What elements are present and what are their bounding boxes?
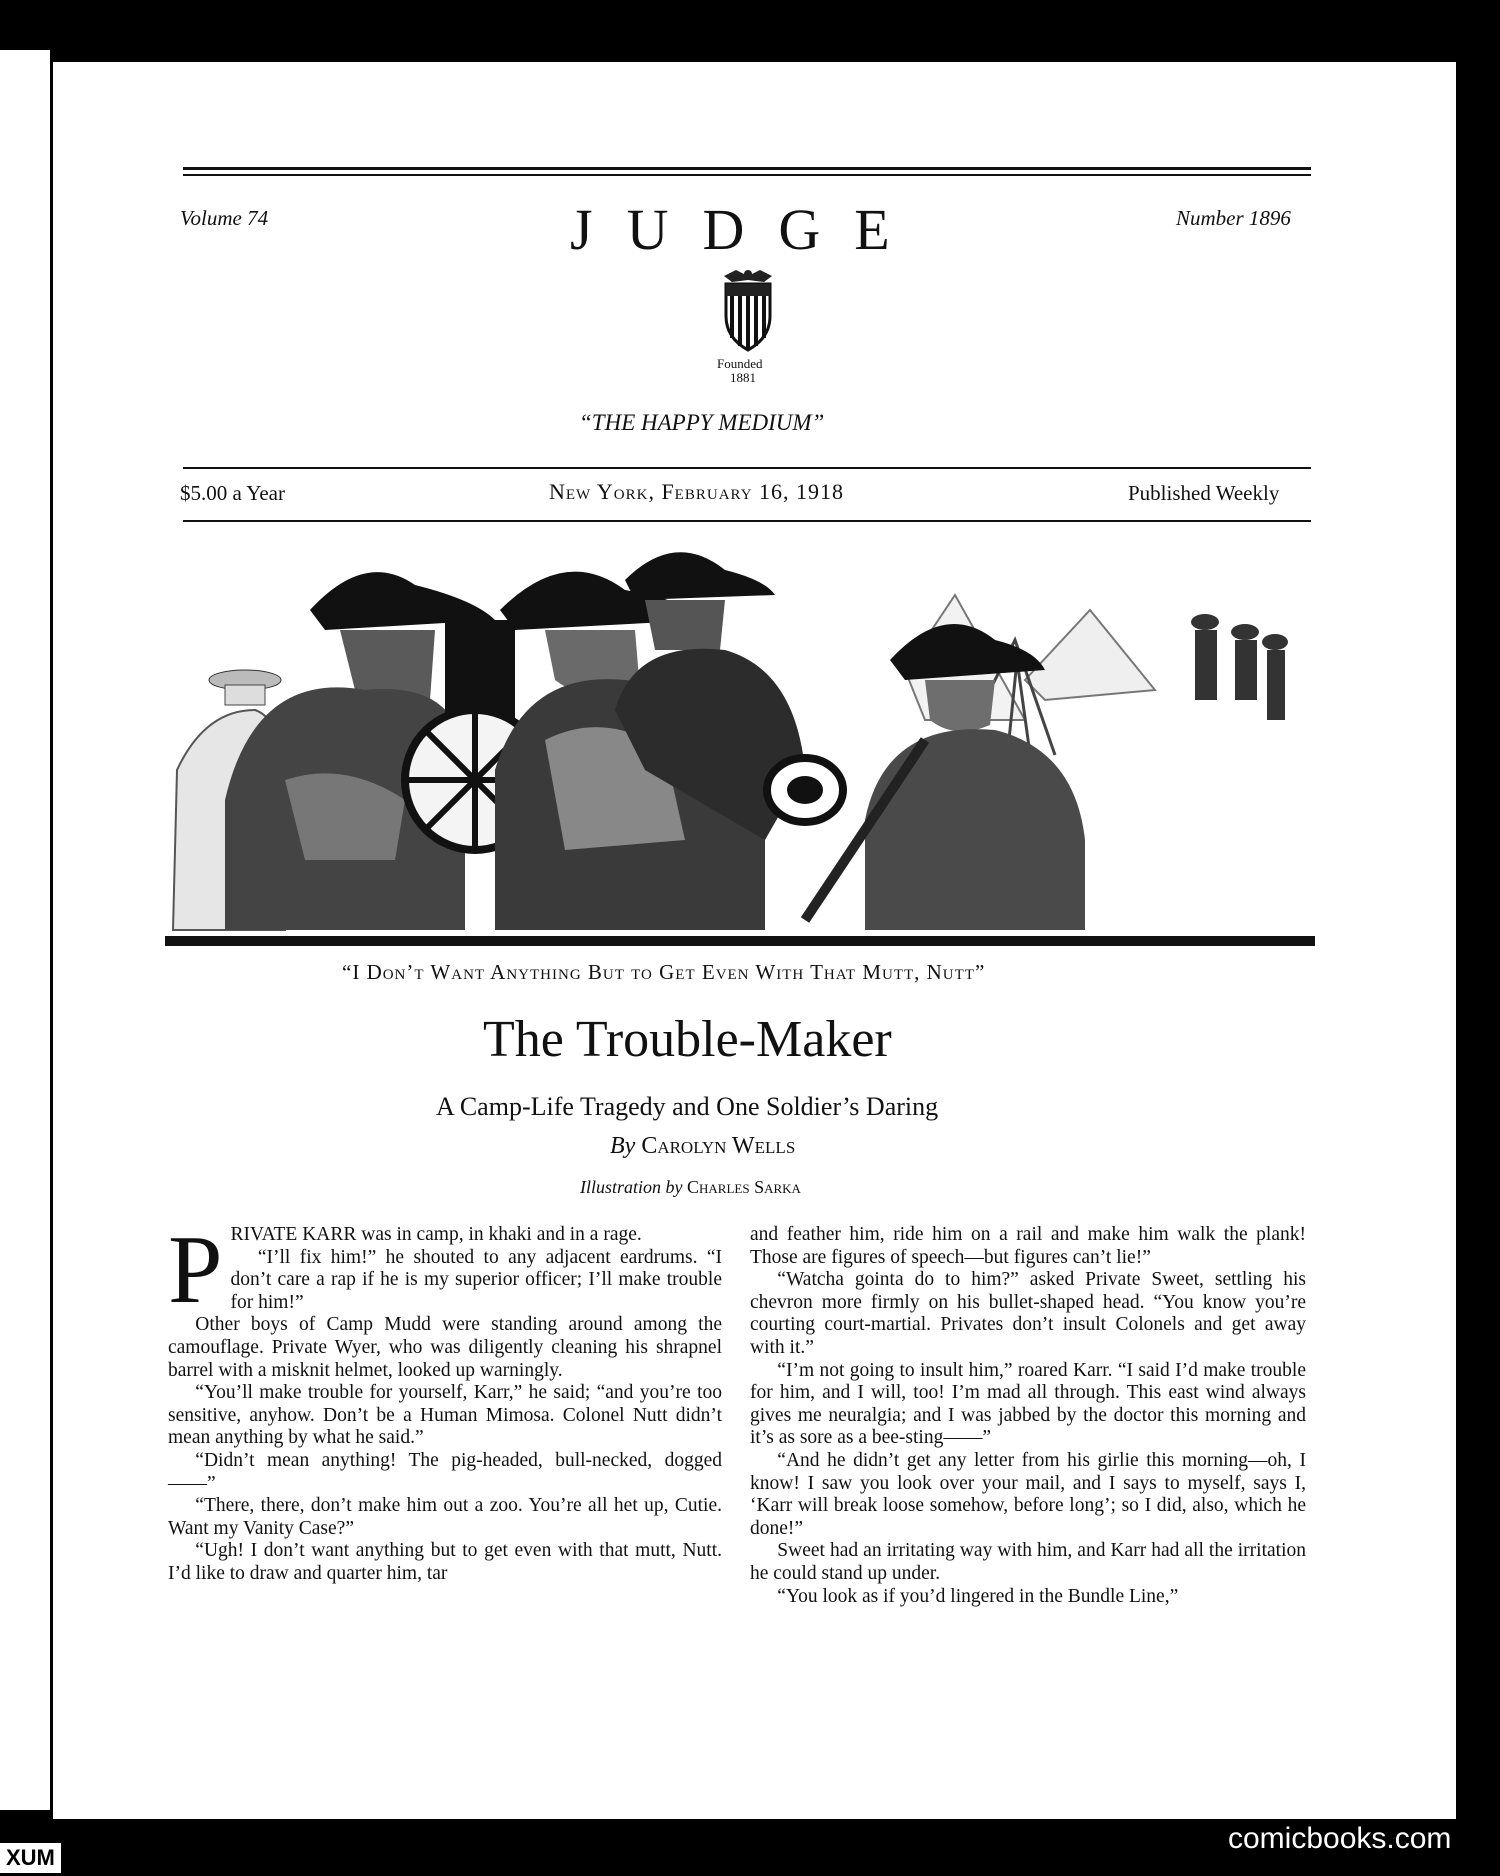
masthead-rule-top-2 bbox=[183, 174, 1311, 176]
motto: “THE HAPPY MEDIUM” bbox=[579, 410, 825, 435]
paragraph: “I’ll fix him!” he shouted to any adjacent eardrums. “I don’t care a rap if he is my superior officer; I’ll make trouble for him!” bbox=[230, 1246, 722, 1313]
paragraph: “Ugh! I don’t want anything but to get even with that mutt, Nutt. I’d like to draw and quarter him, tar bbox=[168, 1540, 722, 1584]
issue-number: Number 1896 bbox=[1176, 206, 1291, 230]
article-column-right bbox=[750, 1224, 1306, 1608]
paragraph: “There, there, don’t make him out a zoo. You’re all het up, Cutie. Want my Vanity Case?” bbox=[168, 1495, 722, 1539]
byline bbox=[610, 1133, 795, 1160]
article-title: The Trouble-Maker bbox=[483, 1011, 892, 1068]
dateline: New York, February 16, 1918 bbox=[549, 479, 845, 504]
soldiers-camp-illustration bbox=[165, 540, 1315, 950]
byline-prefix: By bbox=[610, 1133, 636, 1159]
watermark: comicbooks.com bbox=[1228, 1822, 1452, 1855]
archive-tag: XUM bbox=[0, 1843, 61, 1873]
paragraph: “And he didn’t get any letter from his girlie this morning—oh, I know! I saw you look over your mail, and I says to myself, says I, ‘Karr will break loose somehow, before long’; so I did, also, which he done!” bbox=[750, 1449, 1306, 1539]
dateline-rule-bottom bbox=[183, 520, 1311, 522]
paragraph: “Didn’t mean anything! The pig-headed, bull-necked, dogged——” bbox=[168, 1449, 722, 1494]
paragraph: “Watcha gointa do to him?” asked Private Sweet, settling his chevron more firmly on his bullet-shaped head. “You know you’re courting court-martial. Privates don’t insult Colonels and get away with it.” bbox=[750, 1269, 1306, 1358]
volume-number: Volume 74 bbox=[180, 206, 269, 230]
dateline-rule-top bbox=[183, 467, 1311, 469]
author-name: Carolyn Wells bbox=[641, 1133, 796, 1159]
eagle-shield-emblem bbox=[718, 266, 778, 354]
publication-frequency: Published Weekly bbox=[1128, 481, 1280, 505]
magazine-title: JUDGE bbox=[570, 197, 924, 262]
paragraph: and feather him, ride him on a rail and make him walk the plank! Those are figures of speech—but figures can’t lie!” bbox=[750, 1224, 1306, 1268]
paragraph: “You look as if you’d lingered in the Bundle Line,” bbox=[777, 1585, 1179, 1607]
founded-year: 1881 bbox=[730, 370, 756, 385]
paragraph: RIVATE KARR was in camp, in khaki and in a rage. bbox=[230, 1224, 642, 1245]
illustration-credit bbox=[580, 1177, 801, 1198]
article-subtitle: A Camp-Life Tragedy and One Soldier’s Daring bbox=[436, 1092, 939, 1121]
illustration-credit-prefix: Illustration by bbox=[580, 1177, 683, 1197]
illustration-caption: “I Don’t Want Anything But to Get Even With That Mutt, Nutt” bbox=[342, 960, 986, 984]
illustrator-name: Charles Sarka bbox=[687, 1177, 801, 1197]
article-column-left bbox=[168, 1216, 722, 1586]
founded-label: Founded bbox=[717, 356, 763, 371]
drop-cap: P bbox=[168, 1216, 223, 1324]
facing-page-edge bbox=[0, 50, 50, 1810]
paragraph: “I’m not going to insult him,” roared Karr. “I said I’d make trouble for him, and I will, too! I’m mad all through. This east wind always gives me neuralgia; and I was jabbed by the doctor this morning and it’s as sore as a bee-sting——” bbox=[750, 1359, 1306, 1449]
subscription-price: $5.00 a Year bbox=[180, 481, 285, 505]
paragraph: Sweet had an irritating way with him, and Karr had all the irritation he could stand up under. bbox=[750, 1540, 1306, 1584]
paragraph: Other boys of Camp Mudd were standing around among the camouflage. Private Wyer, who was diligently cleaning his shrapnel barrel with a misknit helmet, looked up warningly. bbox=[168, 1314, 722, 1381]
masthead-rule-top bbox=[183, 167, 1311, 170]
paragraph: “You’ll make trouble for yourself, Karr,” he said; “and you’re too sensitive, anyhow. Don’t be a Human Mimosa. Colonel Nutt didn’t mean anything by what he said.” bbox=[168, 1382, 722, 1449]
